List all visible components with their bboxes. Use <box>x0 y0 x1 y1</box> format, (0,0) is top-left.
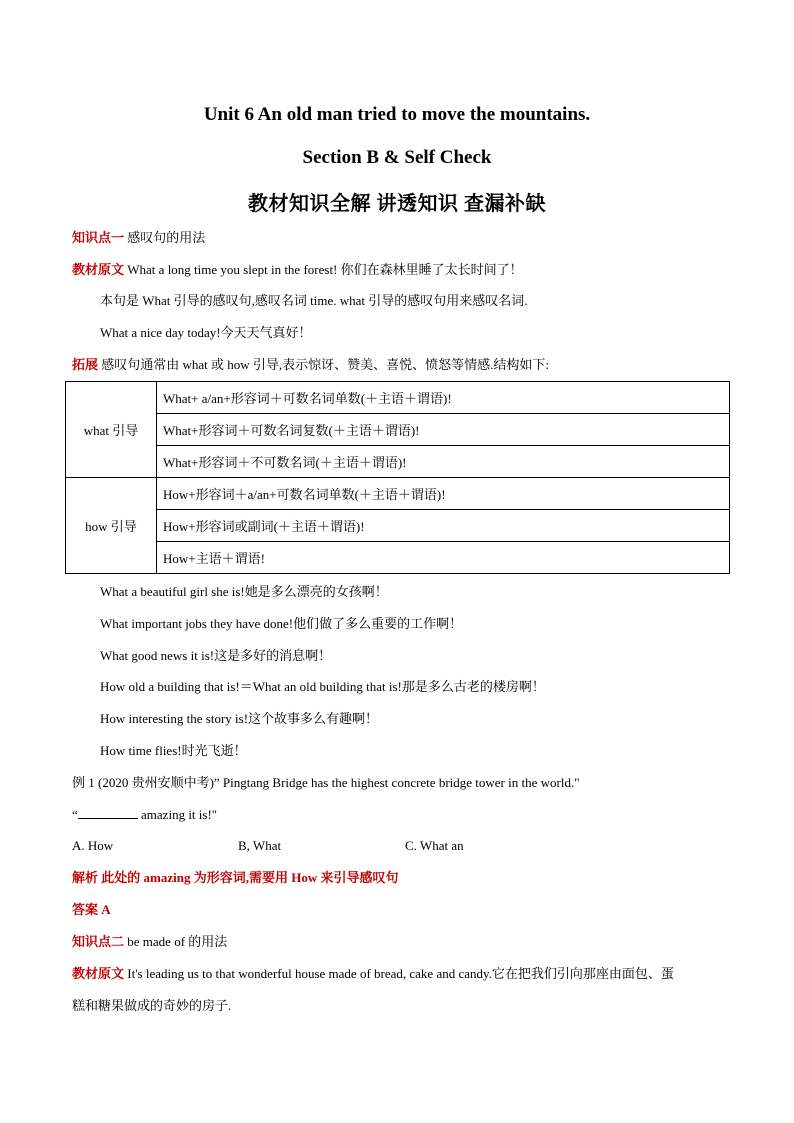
table-row <box>66 478 730 510</box>
blank-prefix: “ <box>72 807 78 822</box>
answer-line: 答案 A <box>72 902 111 917</box>
section-heading: 教材知识全解 讲透知识 查漏补缺 <box>248 193 546 215</box>
point2-label: 知识点二 <box>72 934 125 949</box>
table-row <box>66 510 730 542</box>
option-b: B, What <box>238 838 282 853</box>
structure-table <box>65 381 730 574</box>
example-sentence: What a beautiful girl she is!她是多么漂亮的女孩啊！ <box>100 584 388 599</box>
extend-text: 感叹句通常由 what 或 how 引导,表示惊讶、赞美、喜悦、愤怒等情感.结构如下: <box>101 357 550 372</box>
unit-title: Unit 6 An old man tried to move the mountains. <box>203 104 591 125</box>
answer-blank <box>78 806 138 819</box>
example-sentence: What important jobs they have done!他们做了多么重要的工作啊！ <box>100 616 463 631</box>
point1-example: What a nice day today!今天天气真好！ <box>100 325 312 340</box>
option-c: C. What an <box>405 838 464 853</box>
point2-source-label: 教材原文 <box>72 966 125 981</box>
analysis-label: 解析 <box>72 870 99 885</box>
table-row <box>66 446 730 478</box>
example-sentence: What good news it is!这是多好的消息啊！ <box>100 648 332 663</box>
point2-source-text: It's leading us to that wonderful house made of bread, cake and candy.它在把我们引向那座由面包、蛋 <box>127 966 674 981</box>
table-cell: What+形容词＋可数名词复数(＋主语＋谓语)! <box>157 414 730 446</box>
extend-line <box>72 356 549 374</box>
table-cell: What+形容词＋不可数名词(＋主语＋谓语)! <box>157 446 730 478</box>
table-cell: How+形容词＋a/an+可数名词单数(＋主语＋谓语)! <box>157 478 730 510</box>
how-head: how 引导 <box>66 478 157 574</box>
what-head: what 引导 <box>66 382 157 478</box>
analysis-text: 此处的 amazing 为形容词,需要用 How 来引导感叹句 <box>101 870 399 885</box>
table-row <box>66 414 730 446</box>
point1-topic: 感叹句的用法 <box>127 230 206 245</box>
table-row <box>66 542 730 574</box>
example-sentence: How time flies!时光飞逝！ <box>100 743 247 758</box>
table-cell: What+ a/an+形容词＋可数名词单数(＋主语＋谓语)! <box>157 382 730 414</box>
point1-source-line <box>72 261 523 279</box>
example-sentence: How old a building that is!＝What an old building that is!那是多么古老的楼房啊！ <box>100 679 545 694</box>
point2-line <box>72 933 227 951</box>
blank-suffix: amazing it is!" <box>137 807 218 822</box>
extend-label: 拓展 <box>72 357 99 372</box>
example-sentence: How interesting the story is!这个故事多么有趣啊！ <box>100 711 379 726</box>
option-a: A. How <box>72 838 114 853</box>
point1-source-text: What a long time you slept in the forest! 你们在森林里睡了太长时间了！ <box>127 262 523 277</box>
point1-source-label: 教材原文 <box>72 262 125 277</box>
point1-line <box>72 229 205 247</box>
point2-topic: be made of 的用法 <box>127 934 228 949</box>
section-title: Section B & Self Check <box>302 147 492 168</box>
exercise-blank-line <box>72 806 217 824</box>
analysis-line <box>72 869 398 887</box>
point1-explain: 本句是 What 引导的感叹句,感叹名词 time. what 引导的感叹句用来感叹名词. <box>100 293 528 308</box>
point2-source-cont: 糕和糖果做成的奇妙的房子. <box>72 998 232 1013</box>
table-cell: How+主语＋谓语! <box>157 542 730 574</box>
exercise-question: 例 1 (2020 贵州安顺中考)” Pingtang Bridge has the highest concrete bridge tower in the world." <box>72 775 580 790</box>
point1-label: 知识点一 <box>72 230 125 245</box>
table-cell: How+形容词或副词(＋主语＋谓语)! <box>157 510 730 542</box>
point2-source-line <box>72 965 674 983</box>
table-row <box>66 382 730 414</box>
